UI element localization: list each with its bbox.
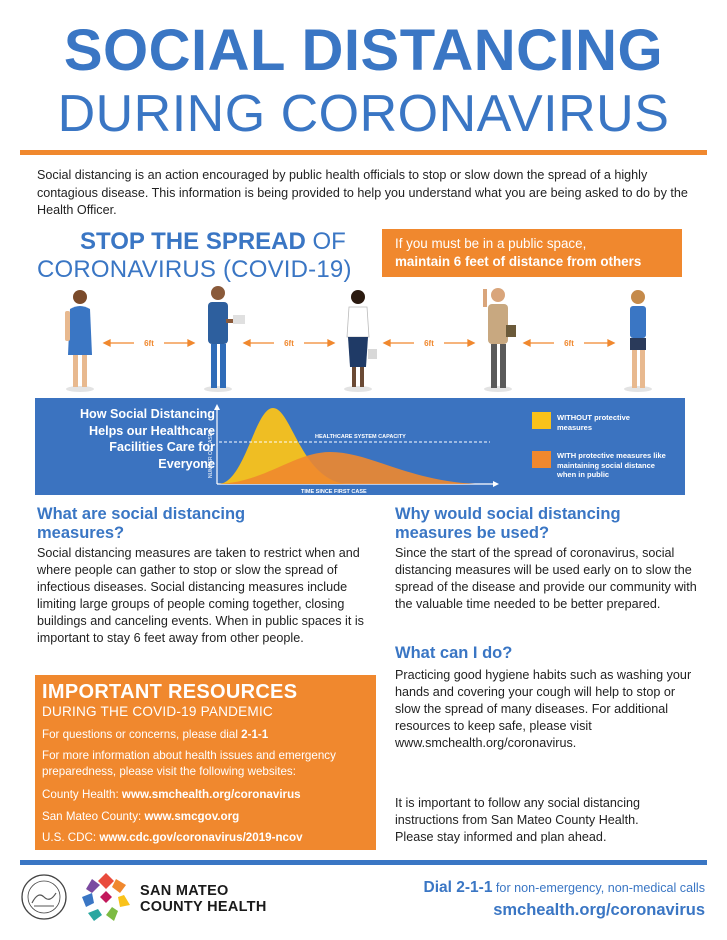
flatten-curve-chart <box>205 400 525 494</box>
distance-label-2: 6ft <box>284 339 294 348</box>
link-url[interactable]: www.smchealth.org/coronavirus <box>121 788 301 801</box>
link-label: San Mateo County: <box>42 810 145 823</box>
what-are-body: Social distancing measures are taken to restrict when and where people can gather to stop or slow the spread of infectious diseases. Social distancing measures include limiting large groups of people coming together, closing buildings and canceling events. When in public spaces it is important to stay 6 feet away from other people. <box>37 546 364 645</box>
smc-health-logo-icon <box>80 871 132 923</box>
people-illustration <box>20 285 707 395</box>
logo-line-2: COUNTY HEALTH <box>140 899 267 915</box>
legend-swatch-with <box>532 451 551 468</box>
capacity-label: HEALTHCARE SYSTEM CAPACITY <box>315 434 406 440</box>
what-are-heading: What are social distancing measures? <box>37 505 246 542</box>
why-heading: Why would social distancing measures be used? <box>395 505 621 542</box>
logo-line-1: SAN MATEO <box>140 883 229 899</box>
person-icon-3 <box>344 290 377 392</box>
smc-health-logo-text <box>140 883 267 915</box>
title-line-2: DURING CORONAVIRUS <box>57 85 670 143</box>
resources-more-info: For more information about health issues and emergency preparedness, please visit the following websites: <box>42 749 336 778</box>
stop-subheading: CORONAVIRUS (COVID-19) <box>37 256 352 283</box>
resource-link-county-health[interactable] <box>42 787 301 803</box>
resources-title: IMPORTANT RESOURCES <box>42 681 298 703</box>
resource-link-cdc[interactable] <box>42 830 303 846</box>
link-url[interactable]: www.cdc.gov/coronavirus/2019-ncov <box>99 831 303 844</box>
legend-swatch-without <box>532 412 551 429</box>
questions-number: 2-1-1 <box>241 728 269 741</box>
resources-subtitle: DURING THE COVID-19 PANDEMIC <box>42 704 273 719</box>
y-axis-label: NUMBER OF CASES <box>208 429 214 478</box>
blue-divider <box>20 860 707 865</box>
y-axis-arrow <box>214 404 220 410</box>
person-icon-2 <box>204 286 245 392</box>
person-icon-1 <box>65 290 94 392</box>
what-can-heading: What can I do? <box>395 644 513 662</box>
x-axis-arrow <box>493 481 499 487</box>
title-line-1: SOCIAL DISTANCING <box>63 18 664 83</box>
dial-text: for non-emergency, non-medical calls <box>492 881 705 895</box>
questions-prefix: For questions or concerns, please dial <box>42 728 242 741</box>
stop-heading-bold: STOP THE SPREAD <box>80 228 306 255</box>
distance-label-3: 6ft <box>424 339 434 348</box>
follow-instructions: It is important to follow any social distancing instructions from San Mateo County Health. Please stay informed and plan ahead. <box>395 796 640 844</box>
legend-with: WITH protective measures like maintaining social distance when in public <box>557 451 666 479</box>
distance-label-4: 6ft <box>564 339 574 348</box>
what-can-body: Practicing good hygiene habits such as washing your hands and covering your cough will help to stop or slow the spread of many diseases. For additional resources to keep safe, please visit www.smchealth.org/coronavirus. <box>395 668 692 750</box>
intro-paragraph: Social distancing is an action encouraged by public health officials to stop or slow down the spread of a highly contagious disease. This information is being provided to help you understand what you are being asked to do by the Health Officer. <box>37 168 688 217</box>
stop-heading-light: OF <box>305 228 346 255</box>
flatten-curve-panel <box>35 398 685 495</box>
footer-website-link[interactable]: smchealth.org/coronavirus <box>493 901 705 919</box>
resources-questions <box>42 727 268 743</box>
important-resources-box <box>35 675 376 850</box>
orange-divider <box>20 150 707 155</box>
dial-info <box>424 880 705 896</box>
dial-number: Dial 2-1-1 <box>423 879 493 896</box>
distance-label-1: 6ft <box>144 339 154 348</box>
link-label: County Health: <box>42 788 122 801</box>
callout-line-2: maintain 6 feet of distance from others <box>395 254 642 269</box>
distance-callout <box>382 229 682 277</box>
link-url[interactable]: www.smcgov.org <box>144 810 240 823</box>
why-body: Since the start of the spread of coronavirus, social distancing measures will be used early on to slow the spread of the disease and provide our community with the valuable time needed to be better prepared. <box>395 546 697 611</box>
callout-line-1: If you must be in a public space, <box>395 236 587 251</box>
legend-without: WITHOUT protective measures <box>557 413 630 432</box>
link-label: U.S. CDC: <box>42 831 100 844</box>
x-axis-label: TIME SINCE FIRST CASE <box>301 489 367 494</box>
person-icon-4 <box>483 288 516 392</box>
county-seal-icon <box>20 873 68 921</box>
curve-panel-text: How Social Distancing Helps our Healthcare Facilities Care for Everyone <box>79 407 215 471</box>
person-icon-5 <box>624 290 652 392</box>
resource-link-san-mateo[interactable] <box>42 809 239 825</box>
stop-heading <box>80 230 346 254</box>
